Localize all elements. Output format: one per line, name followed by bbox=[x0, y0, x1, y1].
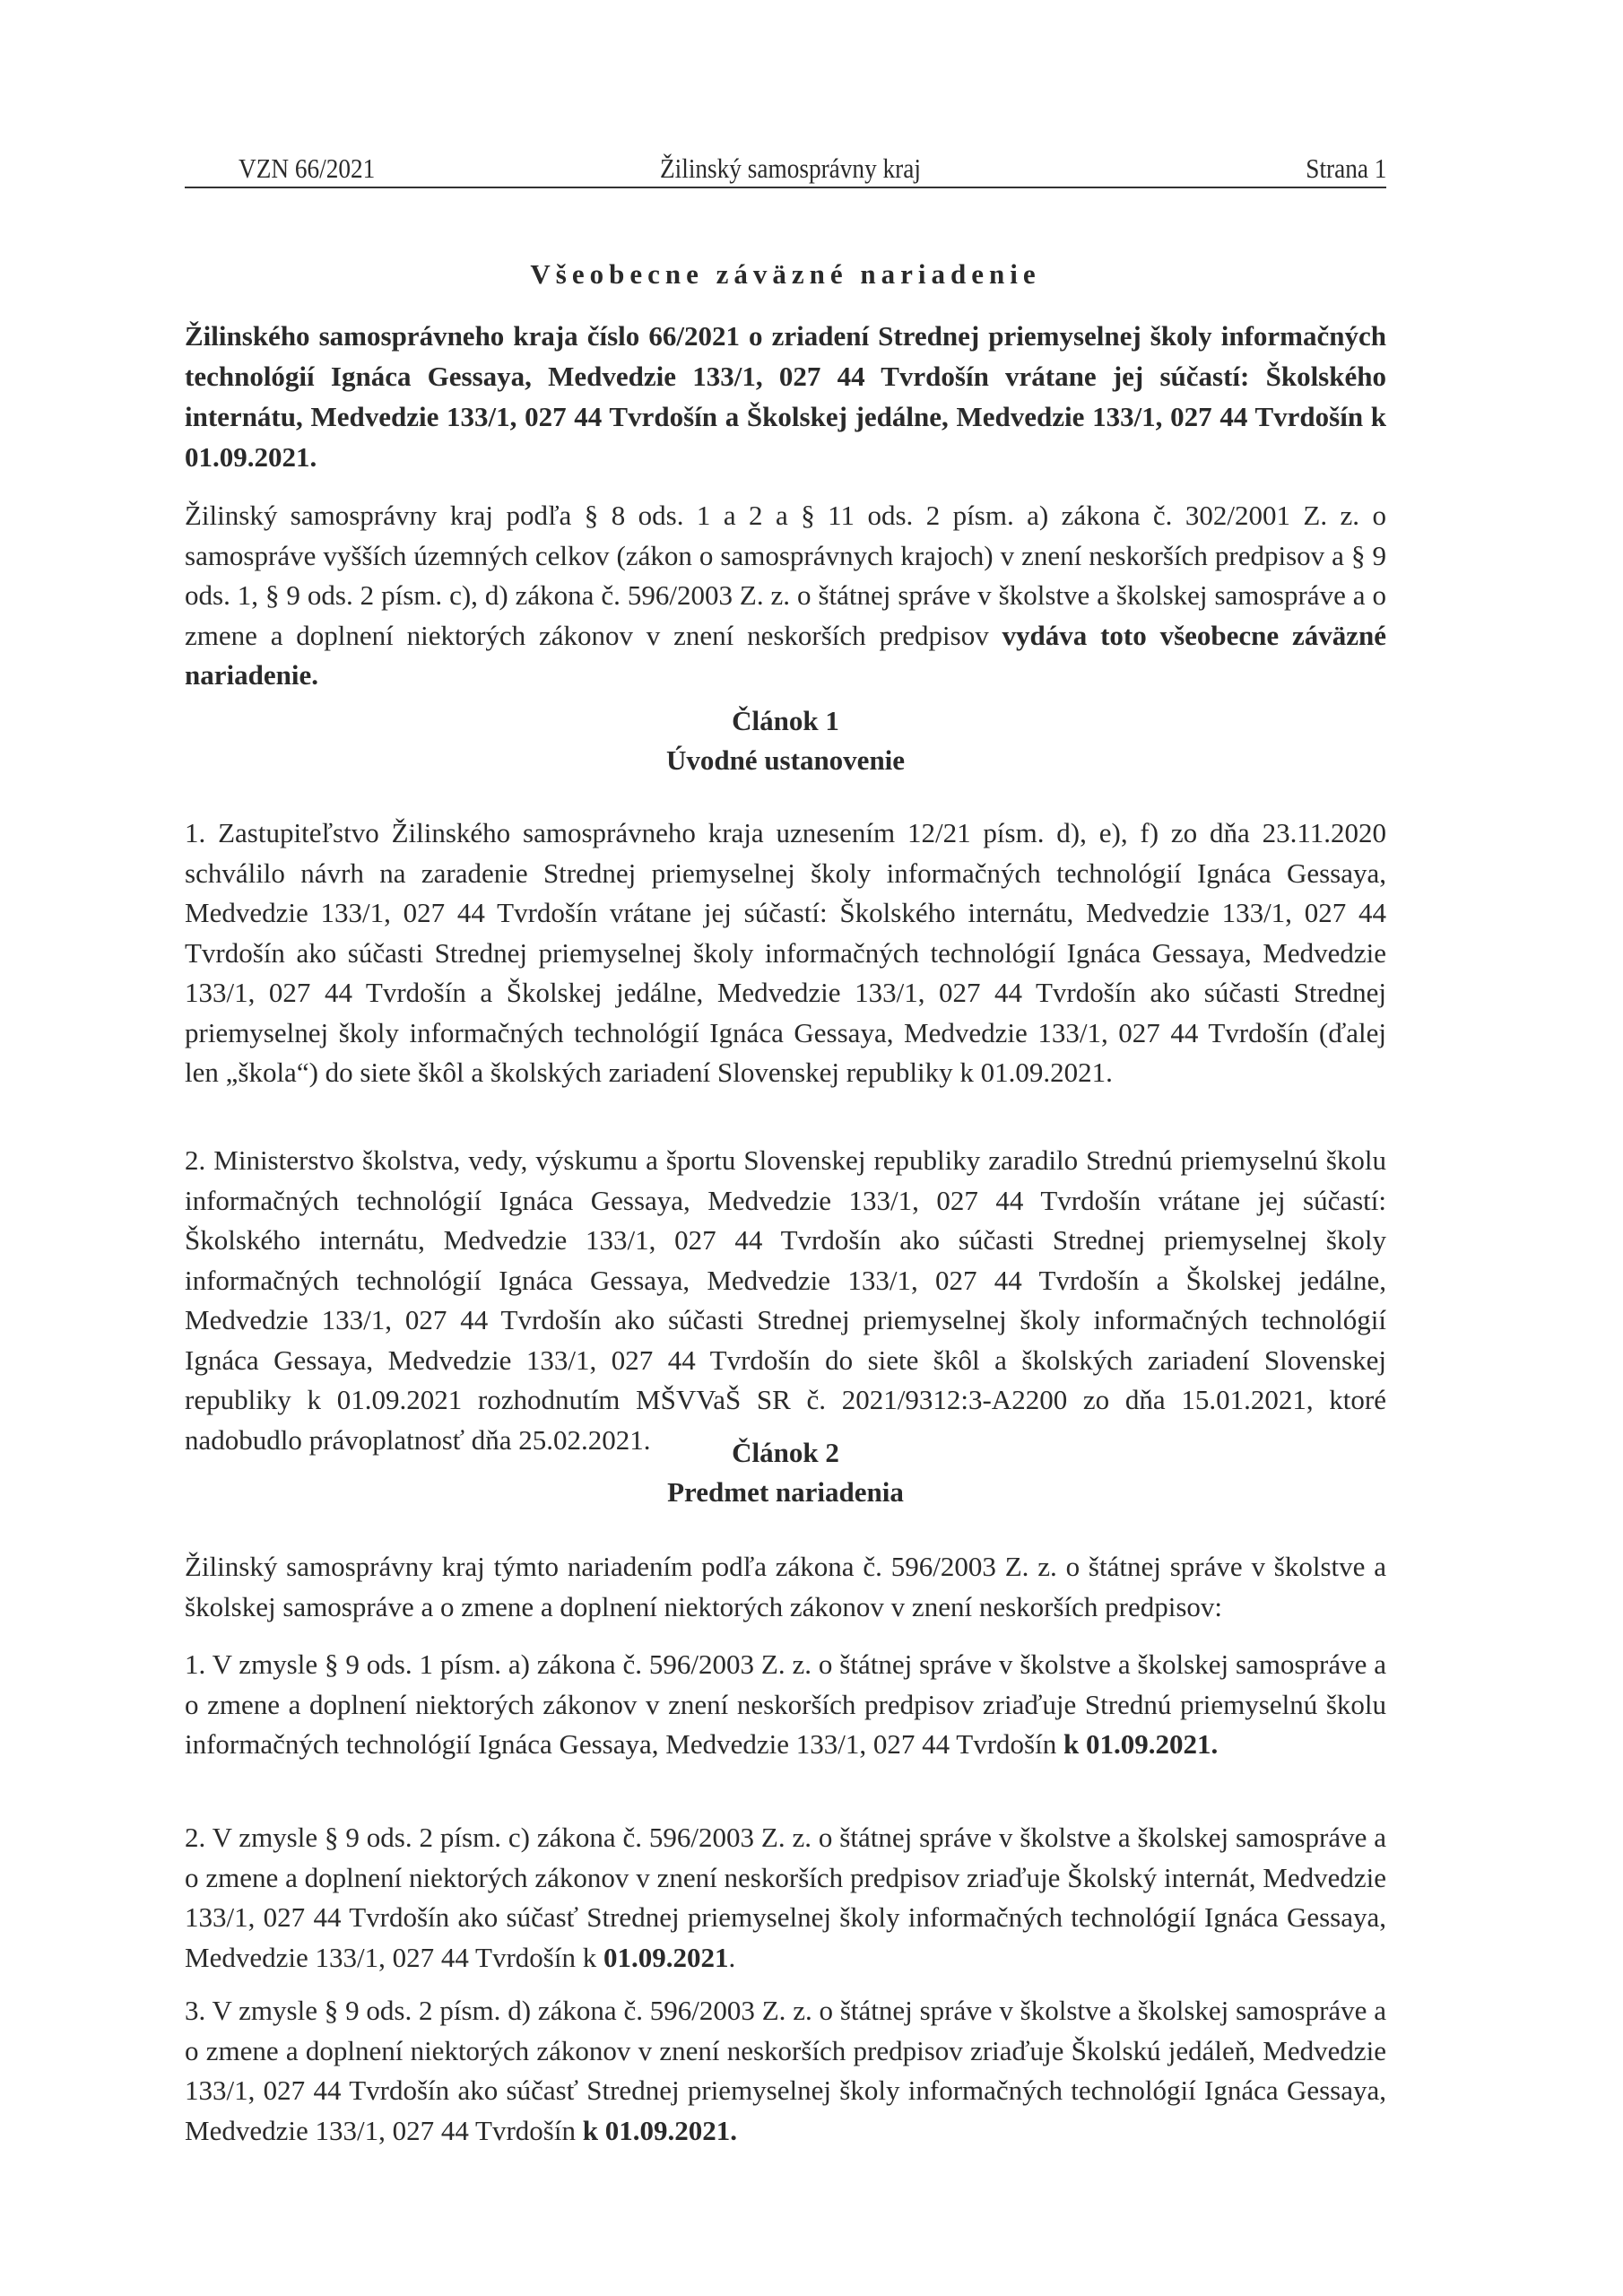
page-header bbox=[185, 151, 1386, 188]
article-2-item-1 bbox=[185, 1645, 1386, 1765]
article-2-item-1-date: k 01.09.2021. bbox=[1063, 1728, 1219, 1760]
issuer-name: Žilinský samosprávny kraj bbox=[660, 152, 921, 184]
preamble bbox=[185, 496, 1386, 696]
article-1-paragraph-2: 2. Ministerstvo školstva, vedy, výskumu a športu Slovenskej republiky zaradilo Strednú priemyselnú školu informačných technológií Ignáca Gessaya, Medvedzie 133/1, 027 44 Tvrdošín vrátane jej súčastí: Školského internátu, Medvedzie 133/1, 027 44 Tvrdošín ako súčasti Strednej priemyselnej školy informačných technológií Ignáca Gessaya, Medvedzie 133/1, 027 44 Tvrdošín a Školskej jedálne, Medvedzie 133/1, 027 44 Tvrdošín ako súčasti Strednej priemyselnej školy informačných technológií Ignáca Gessaya, Medvedzie 133/1, 027 44 Tvrdošín do siete škôl a školských zariadení Slovenskej republiky k 01.09.2021 rozhodnutím MŠVVaŠ SR č. 2021/9312:3-A2200 zo dňa 15.01.2021, ktoré nadobudlo právoplatnosť dňa 25.02.2021. bbox=[185, 1144, 1386, 1456]
page-number: Strana 1 bbox=[1305, 152, 1386, 184]
article-1-paragraph-1: 1. Zastupiteľstvo Žilinského samosprávneho kraja uznesením 12/21 písm. d), e), f) zo dňa 23.11.2020 schválilo návrh na zaradenie Strednej priemyselnej školy informačných technológií Ignáca Gessaya, Medvedzie 133/1, 027 44 Tvrdošín vrátane jej súčastí: Školského internátu, Medvedzie 133/1, 027 44 Tvrdošín ako súčasti Strednej priemyselnej školy informačných technológií Ignáca Gessaya, Medvedzie 133/1, 027 44 Tvrdošín a Školskej jedálne, Medvedzie 133/1, 027 44 Tvrdošín ako súčasti Strednej priemyselnej školy informačných technológií Ignáca Gessaya, Medvedzie 133/1, 027 44 Tvrdošín (ďalej len „škola“) do siete škôl a školských zariadení Slovenskej republiky k 01.09.2021. bbox=[185, 817, 1386, 1088]
document-subtitle: Žilinského samosprávneho kraja číslo 66/2021 o zriadení Strednej priemyselnej školy informačných technológií Ignáca Gessaya, Medvedzie 133/1, 027 44 Tvrdošín vrátane jej súčastí: Školského internátu, Medvedzie 133/1, 027 44 Tvrdošín a Školskej jedálne, Medvedzie 133/1, 027 44 Tvrdošín k 01.09.2021. bbox=[185, 320, 1386, 473]
article-2-item-2-date: 01.09.2021 bbox=[603, 1941, 729, 1973]
article-2-intro: Žilinský samosprávny kraj týmto nariadením podľa zákona č. 596/2003 Z. z. o štátnej správe v školstve a školskej samospráve a o zmene a doplnení niektorých zákonov v znení neskorších predpisov: bbox=[185, 1551, 1386, 1622]
document-number: VZN 66/2021 bbox=[239, 152, 376, 184]
article-2-item-3 bbox=[185, 1991, 1386, 2151]
article-2-item-1-text: 1. V zmysle § 9 ods. 1 písm. a) zákona č. 596/2003 Z. z. o štátnej správe v školstve a školskej samospráve a o zmene a doplnení niektorých zákonov v znení neskorších predpisov zriaďuje Strednú priemyselnú školu informačných technológií Ignáca Gessaya, Medvedzie 133/1, 027 44 Tvrdošín bbox=[185, 1648, 1386, 1760]
article-1-heading: Úvodné ustanovenie bbox=[665, 744, 906, 776]
article-2-number: Článok 2 bbox=[732, 1437, 839, 1468]
article-2-item-3-text: 3. V zmysle § 9 ods. 2 písm. d) zákona č. 596/2003 Z. z. o štátnej správe v školstve a školskej samospráve a o zmene a doplnení niektorých zákonov v znení neskorších predpisov zriaďuje Školskú jedáleň, Medvedzie 133/1, 027 44 Tvrdošín ako súčasť Strednej priemyselnej školy informačných technológií Ignáca Gessaya, Medvedzie 133/1, 027 44 Tvrdošín bbox=[185, 1995, 1386, 2146]
article-2-item-2-tail: . bbox=[728, 1941, 736, 1973]
preamble-text: Žilinský samosprávny kraj podľa § 8 ods. 1 a 2 a § 11 ods. 2 písm. a) zákona č. 302/2001 Z. z. o samospráve vyšších územných celkov (zákon o samosprávnych krajoch) v znení neskorších predpisov a § 9 ods. 1, § 9 ods. 2 písm. c), d) zákona č. 596/2003 Z. z. o štátnej správe v školstve a školskej samospráve a o zmene a doplnení niektorých zákonov v znení neskorších predpisov bbox=[185, 500, 1386, 651]
article-2-heading: Predmet nariadenia bbox=[667, 1476, 904, 1508]
preamble-bold-tail: vydáva toto všeobecne záväzné nariadenie. bbox=[185, 619, 1386, 691]
article-2-item-2 bbox=[185, 1818, 1386, 1978]
article-1-number: Článok 1 bbox=[732, 705, 839, 736]
article-2-item-2-text: 2. V zmysle § 9 ods. 2 písm. c) zákona č. 596/2003 Z. z. o štátnej správe v školstve a školskej samospráve a o zmene a doplnení niektorých zákonov v znení neskorších predpisov zriaďuje Školský internát, Medvedzie 133/1, 027 44 Tvrdošín ako súčasť Strednej priemyselnej školy informačných technológií Ignáca Gessaya, Medvedzie 133/1, 027 44 Tvrdošín k bbox=[185, 1822, 1386, 1973]
document-title: Všeobecne záväzné nariadenie bbox=[530, 258, 1041, 290]
article-2-item-3-date: k 01.09.2021. bbox=[582, 2114, 737, 2146]
